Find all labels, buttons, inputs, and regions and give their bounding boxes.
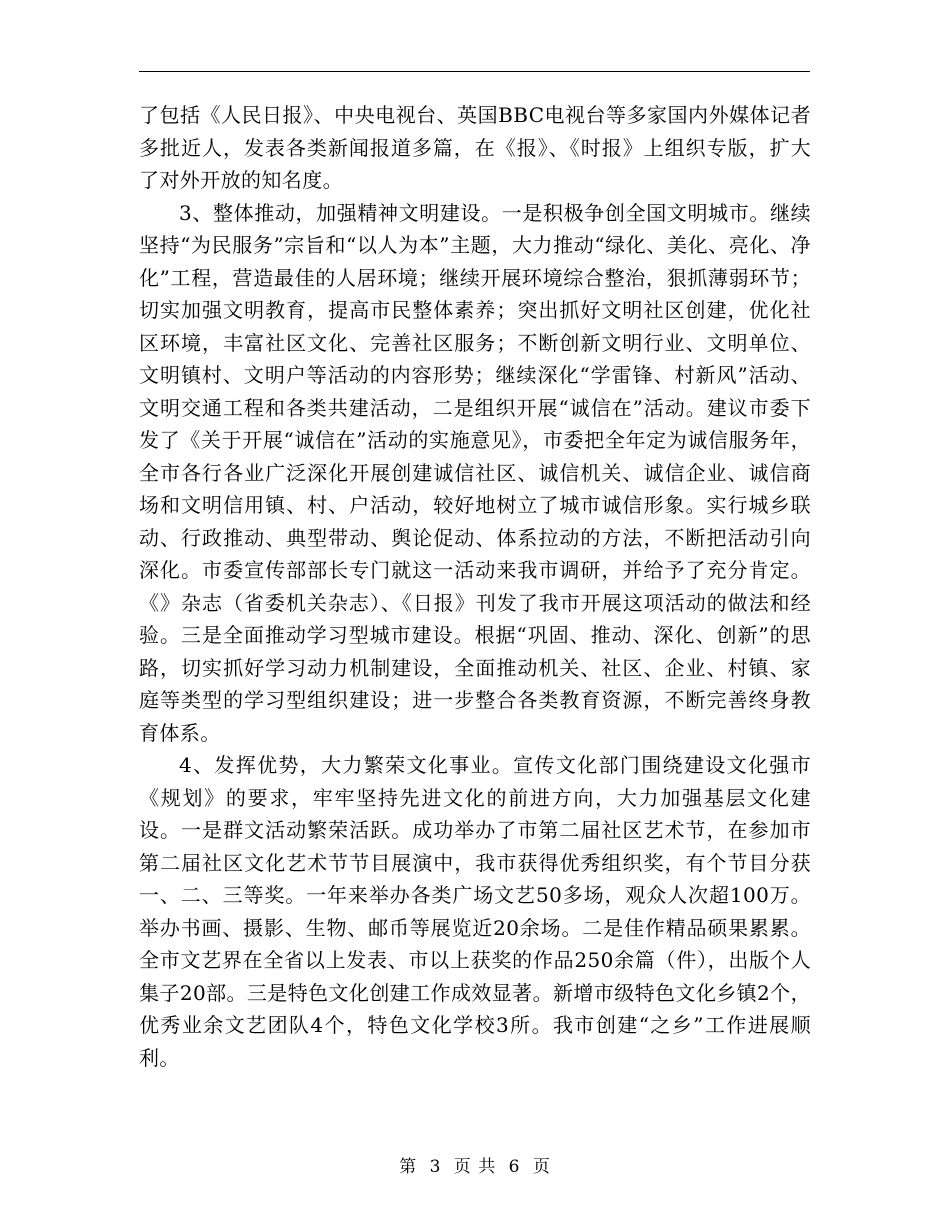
- footer-total-pages: 6: [508, 1157, 521, 1177]
- footer-current-page: 3: [429, 1157, 442, 1177]
- footer-middle: 页 共: [453, 1157, 497, 1177]
- paragraph-3: 4、发挥优势，大力繁荣文化事业。宣传文化部门围绕建设文化强市《规划》的要求，牢牢坚持先进文化的前进方向，大力加强基层文化建设。一是群文活动繁荣活跃。成功举办了市第二届社区艺术节，在参加市第二届社区文化艺术节节目展演中，我市获得优秀组织奖，有个节目分获一、二、三等奖。一年来举办各类广场文艺50多场，观众人次超100万。举办书画、摄影、生物、邮币等展览近20余场。二是佳作精品硕果累累。全市文艺界在全省以上发表、市以上获奖的作品250余篇（件），出版个人集子20部。三是特色文化创建工作成效显著。新增市级特色文化乡镇2个，优秀业余文艺团队4个，特色文化学校3所。我市创建“之乡”工作进展顺利。: [139, 753, 811, 1070]
- paragraph-2: 3、整体推动，加强精神文明建设。一是积极争创全国文明城市。继续坚持“为民服务”宗旨和“以人为本”主题，大力推动“绿化、美化、亮化、净化”工程，营造最佳的人居环境；继续开展环境综合整治，狠抓薄弱环节；切实加强文明教育，提高市民整体素养；突出抓好文明社区创建，优化社区环境，丰富社区文化、完善社区服务；不断创新文明行业、文明单位、文明镇村、文明户等活动的内容形势；继续深化“学雷锋、村新风”活动、文明交通工程和各类共建活动，二是组织开展“诚信在”活动。建议市委下发了《关于开展“诚信在”活动的实施意见》，市委把全年定为诚信服务年，全市各行各业广泛深化开展创建诚信社区、诚信机关、诚信企业、诚信商场和文明信用镇、村、户活动，较好地树立了城市诚信形象。实行城乡联动、行政推动、典型带动、舆论促动、体系拉动的方法，不断把活动引向深化。市委宣传部部长专门就这一活动来我市调研，并给予了充分肯定。《》杂志（省委机关杂志）、《日报》刊发了我市开展这项活动的做法和经验。三是全面推动学习型城市建设。根据“巩固、推动、深化、创新”的思路，切实抓好学习动力机制建设，全面推动机关、社区、企业、村镇、家庭等类型的学习型组织建设；进一步整合各类教育资源，不断完善终身教育体系。: [139, 200, 811, 745]
- paragraph-1: 了包括《人民日报》、中央电视台、英国BBC电视台等多家国内外媒体记者多批近人，发表各类新闻报道多篇，在《报》、《时报》上组织专版，扩大了对外开放的知名度。: [139, 103, 811, 192]
- header-rule: [139, 71, 810, 72]
- footer-prefix: 第: [399, 1157, 418, 1177]
- footer-suffix: 页: [532, 1157, 551, 1177]
- document-body: [139, 99, 811, 1074]
- page-footer: [0, 1152, 950, 1177]
